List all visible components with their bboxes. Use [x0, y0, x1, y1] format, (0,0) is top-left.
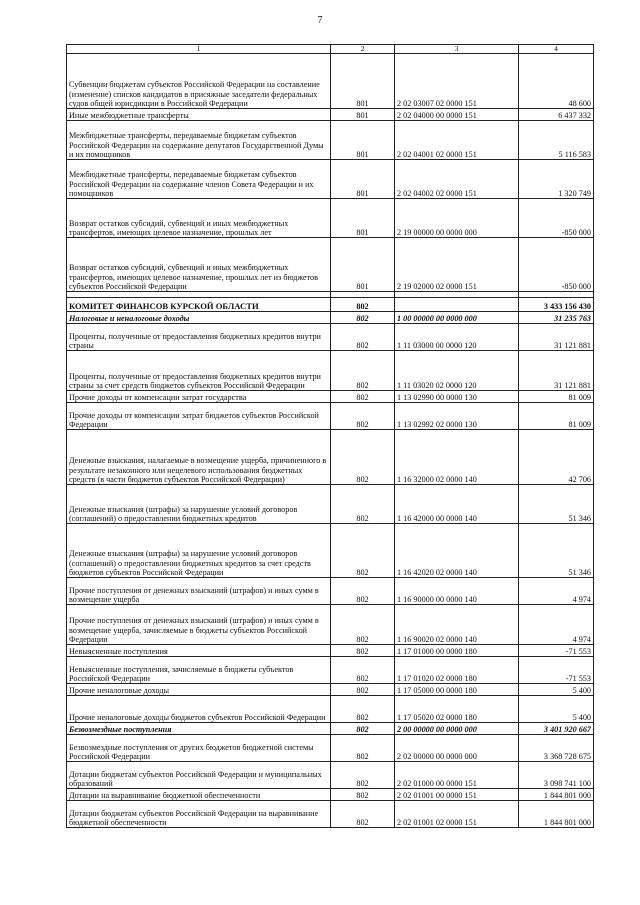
- row-budget-code-cell: 1 16 32000 02 0000 140: [395, 430, 519, 485]
- column-header-3: 3: [395, 45, 519, 54]
- row-budget-code-cell: 1 17 01000 00 0000 180: [395, 645, 519, 657]
- table-row: [67, 430, 594, 485]
- row-name-cell: Денежные взыскания, налагаемые в возмещение ущерба, причиненного в результате незаконного или нецелевого использования бюджетных средств (в части бюджетов субъектов Российской Федерации): [67, 430, 331, 485]
- row-admin-code-cell: 802: [331, 312, 395, 324]
- row-name-cell: Прочие неналоговые доходы: [67, 684, 331, 696]
- budget-income-table: [66, 44, 594, 828]
- row-budget-code-cell: 2 02 01001 02 0000 151: [395, 801, 519, 828]
- row-budget-code-cell: 1 13 02990 00 0000 130: [395, 391, 519, 403]
- row-amount-cell: -850 000: [519, 199, 594, 238]
- row-name-cell: Иные межбюджетные трансферты: [67, 109, 331, 121]
- row-amount-cell: 3 098 741 100: [519, 762, 594, 789]
- row-name-cell: Проценты, полученные от предоставления бюджетных кредитов внутри страны за счет средств бюджетов субъектов Российской Федерации: [67, 351, 331, 391]
- table-row: [67, 199, 594, 238]
- table-row: [67, 645, 594, 657]
- row-name-cell: Межбюджетные трансферты, передаваемые бюджетам субъектов Российской Федерации на содержание членов Совета Федерации и их помощников: [67, 160, 331, 199]
- row-name-cell: Дотации бюджетам субъектов Российской Федерации на выравнивание бюджетной обеспеченности: [67, 801, 331, 828]
- row-admin-code-cell: 802: [331, 696, 395, 723]
- row-amount-cell: 1 844 801 000: [519, 789, 594, 801]
- row-admin-code-cell: 802: [331, 524, 395, 578]
- row-budget-code-cell: 2 02 04000 00 0000 151: [395, 109, 519, 121]
- table-row: [67, 735, 594, 762]
- row-budget-code-cell: 1 16 42020 02 0000 140: [395, 524, 519, 578]
- row-amount-cell: 5 116 583: [519, 121, 594, 160]
- row-admin-code-cell: 802: [331, 789, 395, 801]
- row-budget-code-cell: 1 17 05000 00 0000 180: [395, 684, 519, 696]
- page-number: 7: [317, 15, 323, 26]
- row-name-cell: Дотации бюджетам субъектов Российской Федерации и муниципальных образований: [67, 762, 331, 789]
- row-budget-code-cell: 1 11 03000 00 0000 120: [395, 324, 519, 351]
- row-amount-cell: 51 346: [519, 485, 594, 524]
- row-amount-cell: 81 009: [519, 391, 594, 403]
- row-admin-code-cell: 802: [331, 657, 395, 684]
- table-row: [67, 160, 594, 199]
- row-amount-cell: 51 346: [519, 524, 594, 578]
- row-name-cell: Дотации на выравнивание бюджетной обеспеченности: [67, 789, 331, 801]
- table-row: [67, 391, 594, 403]
- row-amount-cell: 5 400: [519, 684, 594, 696]
- budget-table-body: [67, 45, 594, 828]
- row-name-cell: Межбюджетные трансферты, передаваемые бюджетам субъектов Российской Федерации на содержание депутатов Государственной Думы и их помощников: [67, 121, 331, 160]
- row-name-cell: Прочие доходы от компенсации затрат бюджетов субъектов Российской Федерации: [67, 403, 331, 430]
- row-amount-cell: 81 009: [519, 403, 594, 430]
- row-amount-cell: 1 844 801 000: [519, 801, 594, 828]
- row-admin-code-cell: 802: [331, 351, 395, 391]
- row-amount-cell: -850 000: [519, 238, 594, 292]
- table-row: [67, 121, 594, 160]
- row-name-cell: Прочие поступления от денежных взысканий (штрафов) и иных сумм в возмещение ущерба: [67, 578, 331, 605]
- row-admin-code-cell: 802: [331, 578, 395, 605]
- table-row: [67, 109, 594, 121]
- row-name-cell: Проценты, полученные от предоставления бюджетных кредитов внутри страны: [67, 324, 331, 351]
- row-admin-code-cell: 802: [331, 391, 395, 403]
- row-budget-code-cell: 2 02 01000 00 0000 151: [395, 762, 519, 789]
- table-row: [67, 657, 594, 684]
- table-row: [67, 696, 594, 723]
- table-row: [67, 312, 594, 324]
- row-budget-code-cell: 1 17 05020 02 0000 180: [395, 696, 519, 723]
- row-amount-cell: 4 974: [519, 605, 594, 645]
- column-header-1: 1: [67, 45, 331, 54]
- row-amount-cell: 31 121 881: [519, 324, 594, 351]
- row-amount-cell: 6 437 332: [519, 109, 594, 121]
- row-name-cell: Субвенции бюджетам субъектов Российской Федерации на составление (изменение) списков кандидатов в присяжные заседатели федеральных судов общей юрисдикции в Российской Федерации: [67, 54, 331, 109]
- row-admin-code-cell: 802: [331, 605, 395, 645]
- row-budget-code-cell: [395, 298, 519, 312]
- column-number-header-row: [67, 45, 594, 54]
- row-budget-code-cell: 1 17 01020 02 0000 180: [395, 657, 519, 684]
- table-row: [67, 403, 594, 430]
- row-budget-code-cell: 2 02 04002 02 0000 151: [395, 160, 519, 199]
- row-admin-code-cell: 801: [331, 54, 395, 109]
- table-row: [67, 684, 594, 696]
- row-admin-code-cell: 802: [331, 735, 395, 762]
- table-row: [67, 238, 594, 292]
- row-name-cell: Безвозмездные поступления: [67, 723, 331, 735]
- row-admin-code-cell: 802: [331, 430, 395, 485]
- row-budget-code-cell: 2 19 00000 00 0000 000: [395, 199, 519, 238]
- row-admin-code-cell: 802: [331, 801, 395, 828]
- row-amount-cell: 3 368 728 675: [519, 735, 594, 762]
- column-header-2: 2: [331, 45, 395, 54]
- row-amount-cell: 1 320 749: [519, 160, 594, 199]
- row-amount-cell: 31 121 881: [519, 351, 594, 391]
- row-admin-code-cell: 802: [331, 762, 395, 789]
- row-amount-cell: 31 235 763: [519, 312, 594, 324]
- row-budget-code-cell: 1 00 00000 00 0000 000: [395, 312, 519, 324]
- table-row: [67, 524, 594, 578]
- row-admin-code-cell: 801: [331, 199, 395, 238]
- row-budget-code-cell: 2 02 03007 02 0000 151: [395, 54, 519, 109]
- row-admin-code-cell: 801: [331, 160, 395, 199]
- table-row: [67, 298, 594, 312]
- row-name-cell: Прочие поступления от денежных взысканий (штрафов) и иных сумм в возмещение ущерба, зачисляемые в бюджеты субъектов Российской Федерации: [67, 605, 331, 645]
- row-name-cell: Возврат остатков субсидий, субвенций и иных межбюджетных трансфертов, имеющих целевое назначение, прошлых лет из бюджетов субъектов Российской Федерации: [67, 238, 331, 292]
- table-row: [67, 351, 594, 391]
- row-name-cell: Прочие неналоговые доходы бюджетов субъектов Российской Федерации: [67, 696, 331, 723]
- row-budget-code-cell: 1 16 90000 00 0000 140: [395, 578, 519, 605]
- table-row: [67, 789, 594, 801]
- row-name-cell: Денежные взыскания (штрафы) за нарушение условий договоров (соглашений) о предоставлении бюджетных кредитов: [67, 485, 331, 524]
- row-budget-code-cell: 1 11 03020 02 0000 120: [395, 351, 519, 391]
- table-row: [67, 801, 594, 828]
- row-budget-code-cell: 1 16 42000 00 0000 140: [395, 485, 519, 524]
- table-row: [67, 54, 594, 109]
- row-budget-code-cell: 2 19 02000 02 0000 151: [395, 238, 519, 292]
- row-name-cell: Налоговые и неналоговые доходы: [67, 312, 331, 324]
- table-row: [67, 324, 594, 351]
- table-row: [67, 723, 594, 735]
- row-budget-code-cell: 2 00 00000 00 0000 000: [395, 723, 519, 735]
- row-name-cell: Прочие доходы от компенсации затрат государства: [67, 391, 331, 403]
- table-row: [67, 578, 594, 605]
- row-amount-cell: 48 600: [519, 54, 594, 109]
- column-header-4: 4: [519, 45, 594, 54]
- row-amount-cell: 5 400: [519, 696, 594, 723]
- row-budget-code-cell: 2 02 01001 00 0000 151: [395, 789, 519, 801]
- row-name-cell: Невыясненные поступления: [67, 645, 331, 657]
- row-name-cell: Возврат остатков субсидий, субвенций и иных межбюджетных трансфертов, имеющих целевое назначение, прошлых лет: [67, 199, 331, 238]
- row-amount-cell: 3 433 156 430: [519, 298, 594, 312]
- row-admin-code-cell: 802: [331, 684, 395, 696]
- row-budget-code-cell: 1 13 02992 02 0000 130: [395, 403, 519, 430]
- table-row: [67, 762, 594, 789]
- row-admin-code-cell: 801: [331, 121, 395, 160]
- row-admin-code-cell: 802: [331, 723, 395, 735]
- table-row: [67, 485, 594, 524]
- row-name-cell: КОМИТЕТ ФИНАНСОВ КУРСКОЙ ОБЛАСТИ: [67, 298, 331, 312]
- row-amount-cell: 3 401 920 667: [519, 723, 594, 735]
- row-amount-cell: -71 553: [519, 645, 594, 657]
- row-name-cell: Невыясненные поступления, зачисляемые в бюджеты субъектов Российской Федерации: [67, 657, 331, 684]
- row-budget-code-cell: 1 16 90020 02 0000 140: [395, 605, 519, 645]
- row-admin-code-cell: 802: [331, 645, 395, 657]
- row-budget-code-cell: 2 02 00000 00 0000 000: [395, 735, 519, 762]
- row-name-cell: Безвозмездные поступления от других бюджетов бюджетной системы Российской Федерации: [67, 735, 331, 762]
- row-admin-code-cell: 801: [331, 109, 395, 121]
- row-admin-code-cell: 802: [331, 298, 395, 312]
- row-budget-code-cell: 2 02 04001 02 0000 151: [395, 121, 519, 160]
- table-row: [67, 605, 594, 645]
- row-admin-code-cell: 801: [331, 238, 395, 292]
- row-name-cell: Денежные взыскания (штрафы) за нарушение условий договоров (соглашений) о предоставлении бюджетных кредитов за счет средств бюджетов субъектов Российской Федерации: [67, 524, 331, 578]
- row-amount-cell: 42 706: [519, 430, 594, 485]
- row-amount-cell: -71 553: [519, 657, 594, 684]
- row-admin-code-cell: 802: [331, 485, 395, 524]
- row-amount-cell: 4 974: [519, 578, 594, 605]
- row-admin-code-cell: 802: [331, 403, 395, 430]
- row-admin-code-cell: 802: [331, 324, 395, 351]
